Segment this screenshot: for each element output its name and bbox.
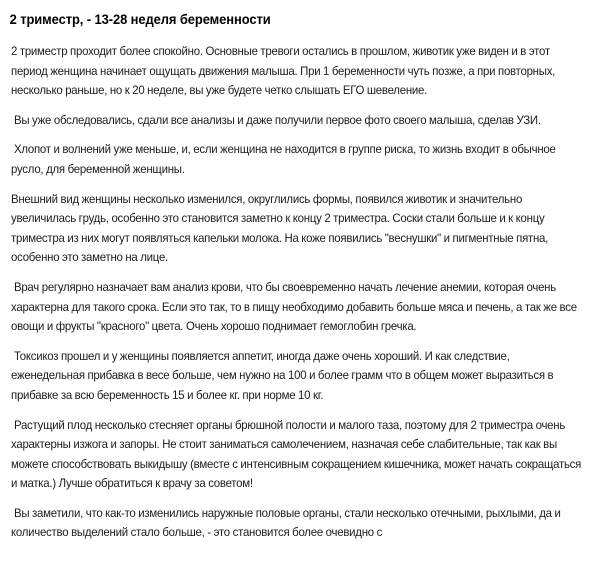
paragraph: Врач регулярно назначает вам анализ крови, что бы своевременно начать лечение анемии, которая очень характерна для такого срока. Если это так, то в пищу необходимо добавить больше мяса и печень, а так же все овощи и фрукты "красного" цвета. Очень хорошо поднимает гемоглобин гречка.: [11, 280, 577, 334]
paragraph: Вы заметили, что как-то изменились наружные половые органы, стали несколько отечными, рыхлыми, да и количество выделений стало больше, - это становится более очевидно с: [11, 506, 561, 540]
paragraph: Хлопот и волнений уже меньше, и, если женщина не находится в группе риска, то жизнь входит в обычное русло, для беременной женщины.: [11, 143, 556, 176]
page-title: 2 триместр, - 13-28 неделя беременности: [9, 12, 271, 27]
paragraph: Внешний вид женщины несколько изменился, округлились формы, появился животик и значительно увеличилась грудь, особенно это становится заметно к концу 2 триместра. Соски стали больше и к концу триместра из них могут появляться капельки молока. На коже появились "веснушки" и пигментные пятна, особенно это заметно на лице.: [11, 192, 549, 265]
paragraph: Вы уже обследовались, сдали все анализы и даже получили первое фото своего малыша, сделав УЗИ.: [13, 113, 541, 127]
paragraph: Токсикоз прошел и у женщины появляется аппетит, иногда даже очень хороший. И как следствие, еженедельная прибавка в весе больше, чем нужно на 100 и более грамм что в общем может выразиться в прибавке за всю беременность 15 и более кг. при норме 10 кг.: [11, 349, 554, 402]
article-body: [0, 42, 601, 543]
paragraph: Растущий плод несколько стесняет органы брюшной полости и малого таза, поэтому для 2 триместра очень характерны изжога и запоры. Не стоит заниматься самолечением, назначая себе слабительные, так как вы можете способствовать выкидышу (вместе с интенсивным сокращением кишечника, может начать сокращаться и матка.) Лучше обратиться к врачу за советом!: [11, 418, 582, 491]
paragraph: 2 триместр проходит более спокойно. Основные тревоги остались в прошлом, животик уже виден и в этот период женщина начинает ощущать движения малыша. При 1 беременности чуть позже, а при повторных, несколько раньше, но к 20 неделе, вы уже будете четко слышать ЕГО шевеление.: [11, 45, 556, 98]
